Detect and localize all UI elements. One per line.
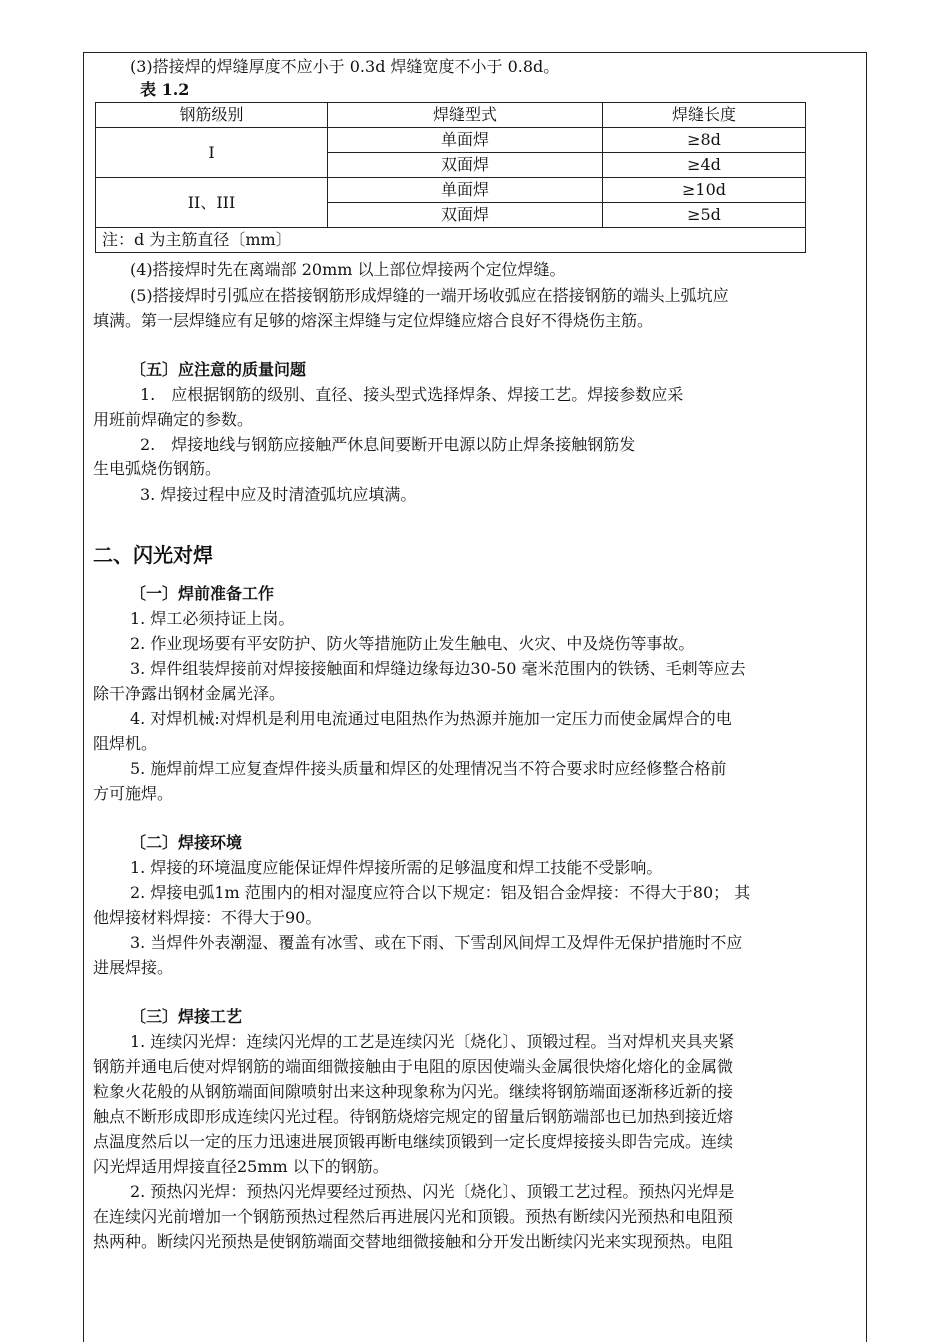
weld-length-cell: ≥4d bbox=[603, 153, 806, 178]
table-caption: 表 1.2 bbox=[140, 80, 190, 99]
section-heading: 二、闪光对焊 bbox=[93, 543, 213, 567]
prep-item-5-line-1: 5. 施焊前焊工应复查焊件接头质量和焊区的处理情况当不符合要求时应经修整合格前 bbox=[130, 759, 727, 778]
table-note-row bbox=[96, 228, 806, 253]
prep-item-5-line-2: 方可施焊。 bbox=[93, 784, 174, 803]
prep-item-4-line-1: 4. 对焊机械:对焊机是利用电流通过电阻热作为热源并施加一定压力而使金属焊合的电 bbox=[130, 709, 732, 728]
item-5-line-2: 填满。第一层焊缝应有足够的熔深主焊缝与定位焊缝应熔合良好不得烧伤主筋。 bbox=[93, 311, 654, 330]
table-row bbox=[96, 128, 806, 153]
table-row bbox=[96, 178, 806, 203]
item-5-line-1: (5)搭接焊时引弧应在搭接钢筋形成焊缝的一端开场收弧应在搭接钢筋的端头上弧坑应 bbox=[130, 286, 729, 305]
process-p2-line: 2. 预热闪光焊：预热闪光焊要经过预热、闪光〔烧化〕、顶锻工艺过程。预热闪光焊是 bbox=[130, 1182, 735, 1201]
quality-heading: 〔五〕应注意的质量问题 bbox=[130, 360, 307, 379]
env-item-2-line-1: 2. 焊接电弧1m 范围内的相对湿度应符合以下规定：铝及铝合金焊接：不得大于80； 其 bbox=[130, 883, 751, 902]
prep-item-1: 1. 焊工必须持证上岗。 bbox=[130, 609, 295, 628]
quality-item-2-line-1: 2. 焊接地线与钢筋应接触严休息间要断开电源以防止焊条接触钢筋发 bbox=[140, 435, 636, 454]
quality-item-1-line-1: 1. 应根据钢筋的级别、直径、接头型式选择焊条、焊接工艺。焊接参数应采 bbox=[140, 385, 684, 404]
env-item-1: 1. 焊接的环境温度应能保证焊件焊接所需的足够温度和焊工技能不受影响。 bbox=[130, 858, 663, 877]
quality-item-3: 3. 焊接过程中应及时清渣弧坑应填满。 bbox=[140, 485, 417, 504]
prep-item-4-line-2: 阻焊机。 bbox=[93, 734, 158, 753]
header-grade: 钢筋级别 bbox=[96, 103, 328, 128]
process-heading: 〔三〕焊接工艺 bbox=[130, 1007, 243, 1026]
weld-length-cell: ≥8d bbox=[603, 128, 806, 153]
weld-type-cell: 双面焊 bbox=[328, 203, 603, 228]
weld-length-table bbox=[95, 102, 806, 253]
process-p2-line: 热两种。断续闪光预热是使钢筋端面交替地细微接触和分开发出断续闪光来实现预热。电阻 bbox=[93, 1232, 734, 1251]
quality-item-2-line-2: 生电弧烧伤钢筋。 bbox=[93, 459, 222, 478]
grade-cell: I bbox=[96, 128, 328, 178]
grade-cell: II、III bbox=[96, 178, 328, 228]
process-p1-line: 钢筋并通电后使对焊钢筋的端面细微接触由于电阻的原因使端头金属很快熔化熔化的金属微 bbox=[93, 1057, 734, 1076]
weld-length-cell: ≥5d bbox=[603, 203, 806, 228]
header-weld-length: 焊缝长度 bbox=[603, 103, 806, 128]
process-p2-line: 在连续闪光前增加一个钢筋预热过程然后再进展闪光和顶锻。预热有断续闪光预热和电阻预 bbox=[93, 1207, 734, 1226]
prep-item-3-line-1: 3. 焊件组装焊接前对焊接接触面和焊缝边缘每边30-50 毫米范围内的铁锈、毛刺等应去 bbox=[130, 659, 746, 678]
env-heading: 〔二〕焊接环境 bbox=[130, 833, 243, 852]
env-item-2-line-2: 他焊接材料焊接：不得大于90。 bbox=[93, 908, 322, 927]
prep-heading: 〔一〕焊前准备工作 bbox=[130, 584, 275, 603]
table-note: 注：d 为主筋直径〔mm〕 bbox=[96, 228, 806, 253]
env-item-3-line-1: 3. 当焊件外表潮湿、覆盖有冰雪、或在下雨、下雪刮风间焊工及焊件无保护措施时不应 bbox=[130, 933, 743, 952]
weld-length-cell: ≥10d bbox=[603, 178, 806, 203]
weld-type-cell: 双面焊 bbox=[328, 153, 603, 178]
weld-type-cell: 单面焊 bbox=[328, 128, 603, 153]
prep-item-3-line-2: 除干净露出钢材金属光泽。 bbox=[93, 684, 286, 703]
process-p1-line: 闪光焊适用焊接直径25mm 以下的钢筋。 bbox=[93, 1157, 389, 1176]
weld-type-cell: 单面焊 bbox=[328, 178, 603, 203]
env-item-3-line-2: 进展焊接。 bbox=[93, 958, 174, 977]
item-3: (3)搭接焊的焊缝厚度不应小于 0.3d 焊缝宽度不小于 0.8d。 bbox=[130, 57, 560, 76]
quality-item-1-line-2: 用班前焊确定的参数。 bbox=[93, 410, 254, 429]
process-p1-line: 粒象火花般的从钢筋端面间隙喷射出来这种现象称为闪光。继续将钢筋端面逐渐移近新的接 bbox=[93, 1082, 734, 1101]
table-header-row bbox=[96, 103, 806, 128]
header-weld-type: 焊缝型式 bbox=[328, 103, 603, 128]
prep-item-2: 2. 作业现场要有平安防护、防火等措施防止发生触电、火灾、中及烧伤等事故。 bbox=[130, 634, 695, 653]
process-p1-line: 1. 连续闪光焊：连续闪光焊的工艺是连续闪光〔烧化〕、顶锻过程。当对焊机夹具夹紧 bbox=[130, 1032, 735, 1051]
item-4: (4)搭接焊时先在离端部 20mm 以上部位焊接两个定位焊缝。 bbox=[130, 260, 566, 279]
process-p1-line: 触点不断形成即形成连续闪光过程。待钢筋烧熔完规定的留量后钢筋端部也已加热到接近熔 bbox=[93, 1107, 734, 1126]
process-p1-line: 点温度然后以一定的压力迅速进展顶锻再断电继续顶锻到一定长度焊接接头即告完成。连续 bbox=[93, 1132, 734, 1151]
